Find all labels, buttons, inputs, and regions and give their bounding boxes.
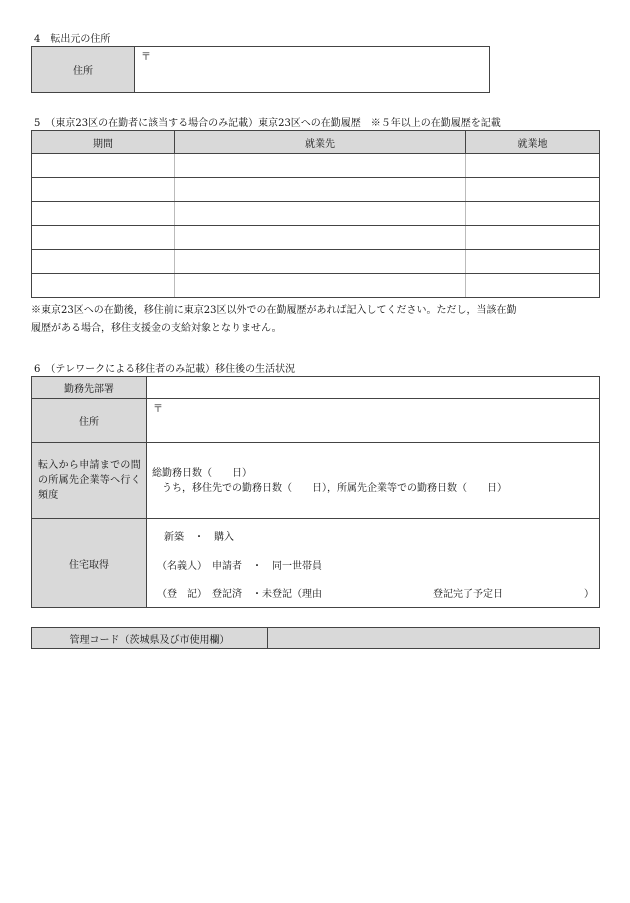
period-cell[interactable] [32,154,175,178]
note-line-2: 履歴がある場合，移住支援金の支給対象となりません。 [31,323,282,334]
employer-cell[interactable] [175,154,466,178]
work-location-cell[interactable] [466,154,600,178]
breakdown-work-days[interactable]: うち，移住先での勤務日数（ 日），所属先企業等での勤務日数（ 日） [162,482,507,494]
column-header-period: 期間 [32,131,175,154]
new-address-label: 住所 [32,399,147,443]
owner-options[interactable]: （名義人） 申請者 ・ 同一世帯員 [157,561,322,572]
work-history-table [31,130,600,298]
note-line-1: ※東京23区への在勤後，移住前に東京23区以外での在勤履歴があれば記入してください。ただし，当該在勤 [31,305,517,316]
section4-heading: 4 転出元の住所 [34,34,111,45]
housing-label: 住宅取得 [32,519,147,608]
management-code-label: 管理コード（茨城県及び市使用欄） [32,628,268,649]
column-header-work-location: 就業地 [466,131,600,154]
new-address-field[interactable] [147,399,600,443]
previous-address-table [31,46,490,93]
previous-address-field[interactable] [135,47,490,93]
housing-field [147,519,600,608]
telework-status-table [31,376,600,608]
work-location-cell[interactable] [466,274,600,298]
total-work-days[interactable]: 総勤務日数（ 日） [152,467,252,479]
period-cell[interactable] [32,226,175,250]
postal-mark: 〒 [141,52,151,63]
period-cell[interactable] [32,274,175,298]
employer-cell[interactable] [175,202,466,226]
department-label: 勤務先部署 [32,377,147,399]
work-location-cell[interactable] [466,226,600,250]
visit-frequency-label: 転入から申請までの間の所属先企業等へ行く頻度 [32,443,147,519]
registration-due-label: 登記完了予定日 [433,589,503,600]
postal-mark: 〒 [153,404,163,415]
visit-frequency-field [147,443,600,519]
housing-type-options[interactable]: 新築 ・ 購入 [164,532,234,543]
management-code-table [31,627,600,649]
section5-heading: 5 （東京23区の在勤者に該当する場合のみ記載）東京23区への在勤履歴 ※５年以上の在勤履歴を記載 [34,118,501,129]
period-cell[interactable] [32,178,175,202]
employer-cell[interactable] [175,178,466,202]
previous-address-label: 住所 [32,47,135,93]
table-row [32,274,600,298]
table-row [32,202,600,226]
work-location-cell[interactable] [466,250,600,274]
period-cell[interactable] [32,202,175,226]
employer-cell[interactable] [175,274,466,298]
registration-status[interactable]: （登 記） 登記済 ・未登記（理由 [157,589,322,600]
work-location-cell[interactable] [466,202,600,226]
table-row [32,226,600,250]
table-row [32,154,600,178]
work-location-cell[interactable] [466,178,600,202]
registration-close-paren: ） [584,589,594,600]
table-row [32,178,600,202]
employer-cell[interactable] [175,226,466,250]
column-header-employer: 就業先 [175,131,466,154]
employer-cell[interactable] [175,250,466,274]
period-cell[interactable] [32,250,175,274]
section6-heading: 6 （テレワークによる移住者のみ記載）移住後の生活状況 [34,364,296,375]
table-row [32,250,600,274]
department-field[interactable] [147,377,600,399]
management-code-field [268,628,600,649]
work-history-note [31,302,601,338]
